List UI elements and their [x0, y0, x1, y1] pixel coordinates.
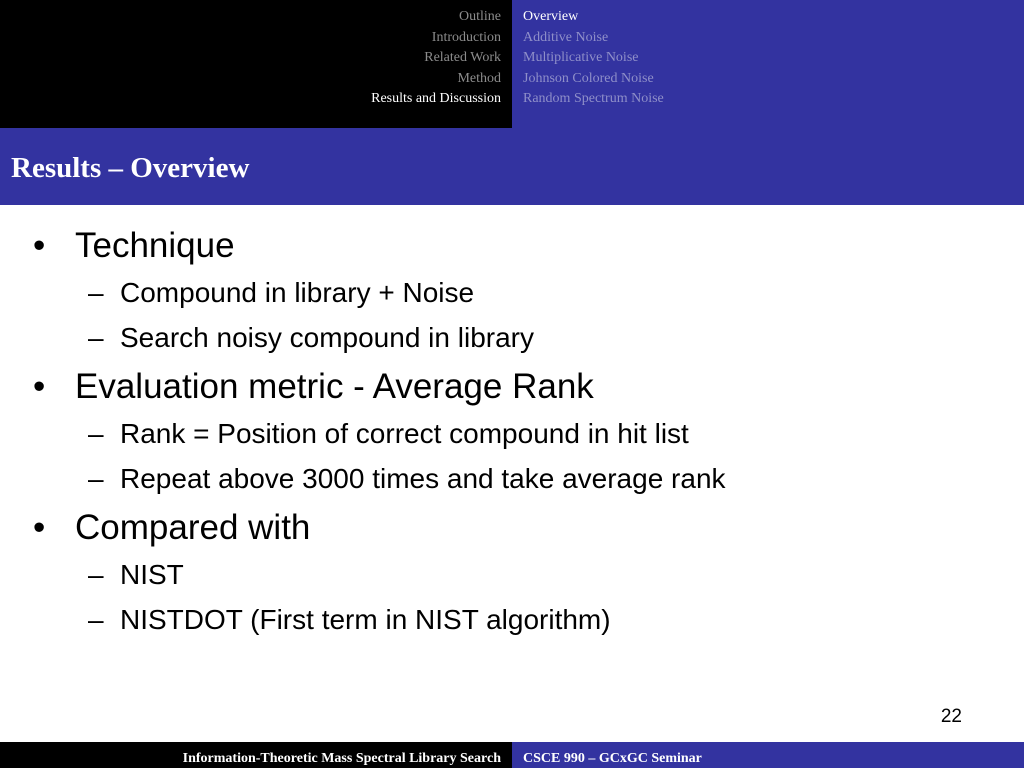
dash-marker: – — [88, 463, 104, 494]
sub-item-text: NISTDOT (First term in NIST algorithm) — [120, 604, 611, 635]
subsection-navigation — [512, 0, 1024, 128]
nav-section-related-work[interactable]: Related Work — [424, 50, 501, 66]
dash-marker: – — [88, 559, 104, 590]
sub-list-technique — [0, 270, 1024, 360]
dash-marker: – — [88, 322, 104, 353]
nav-subsection-johnson-colored-noise[interactable]: Johnson Colored Noise — [523, 70, 654, 86]
page-number: 22 — [940, 706, 962, 727]
dash-marker: – — [88, 277, 104, 308]
footer-title: Information-Theoretic Mass Spectral Library Search — [182, 751, 501, 766]
bullet-evaluation-metric — [0, 363, 1024, 411]
bullet-text: Compared with — [75, 508, 311, 547]
sub-list-evaluation-metric — [0, 411, 1024, 501]
sub-item-text: Compound in library + Noise — [120, 277, 475, 308]
footer-title-bar — [0, 742, 512, 768]
sub-list-compared-with — [0, 552, 1024, 642]
footer-event-bar — [512, 742, 1024, 768]
nav-subsection-additive-noise[interactable]: Additive Noise — [523, 29, 609, 45]
bullet-marker: • — [33, 367, 46, 406]
nav-section-method[interactable]: Method — [457, 70, 501, 86]
bullet-compared-with — [0, 504, 1024, 552]
dash-marker: – — [88, 604, 104, 635]
nav-section-results-and-discussion[interactable]: Results and Discussion — [371, 91, 501, 107]
sub-item — [0, 456, 1024, 501]
bullet-text: Evaluation metric - Average Rank — [75, 367, 594, 406]
section-navigation — [0, 0, 512, 128]
bullet-text: Technique — [75, 226, 235, 265]
nav-section-introduction[interactable]: Introduction — [431, 29, 501, 45]
sub-item — [0, 552, 1024, 597]
sub-item-text: NIST — [120, 559, 184, 590]
sub-item — [0, 411, 1024, 456]
bullet-technique — [0, 222, 1024, 270]
sub-item — [0, 315, 1024, 360]
sub-item-text: Repeat above 3000 times and take average rank — [120, 463, 726, 494]
frame-title: Results – Overview — [11, 152, 250, 184]
bullet-marker: • — [33, 226, 46, 265]
nav-section-outline[interactable]: Outline — [459, 9, 501, 24]
dash-marker: – — [88, 418, 104, 449]
slide-content — [0, 222, 1024, 645]
nav-subsection-multiplicative-noise[interactable]: Multiplicative Noise — [523, 50, 639, 66]
sub-item-text: Rank = Position of correct compound in hit list — [120, 418, 689, 449]
bullet-marker: • — [33, 508, 46, 547]
nav-subsection-random-spectrum-noise[interactable]: Random Spectrum Noise — [523, 91, 664, 107]
nav-subsection-overview[interactable]: Overview — [523, 9, 579, 24]
sub-item — [0, 270, 1024, 315]
footer-event: CSCE 990 – GCxGC Seminar — [523, 751, 702, 766]
sub-item-text: Search noisy compound in library — [120, 322, 534, 353]
sub-item — [0, 597, 1024, 642]
